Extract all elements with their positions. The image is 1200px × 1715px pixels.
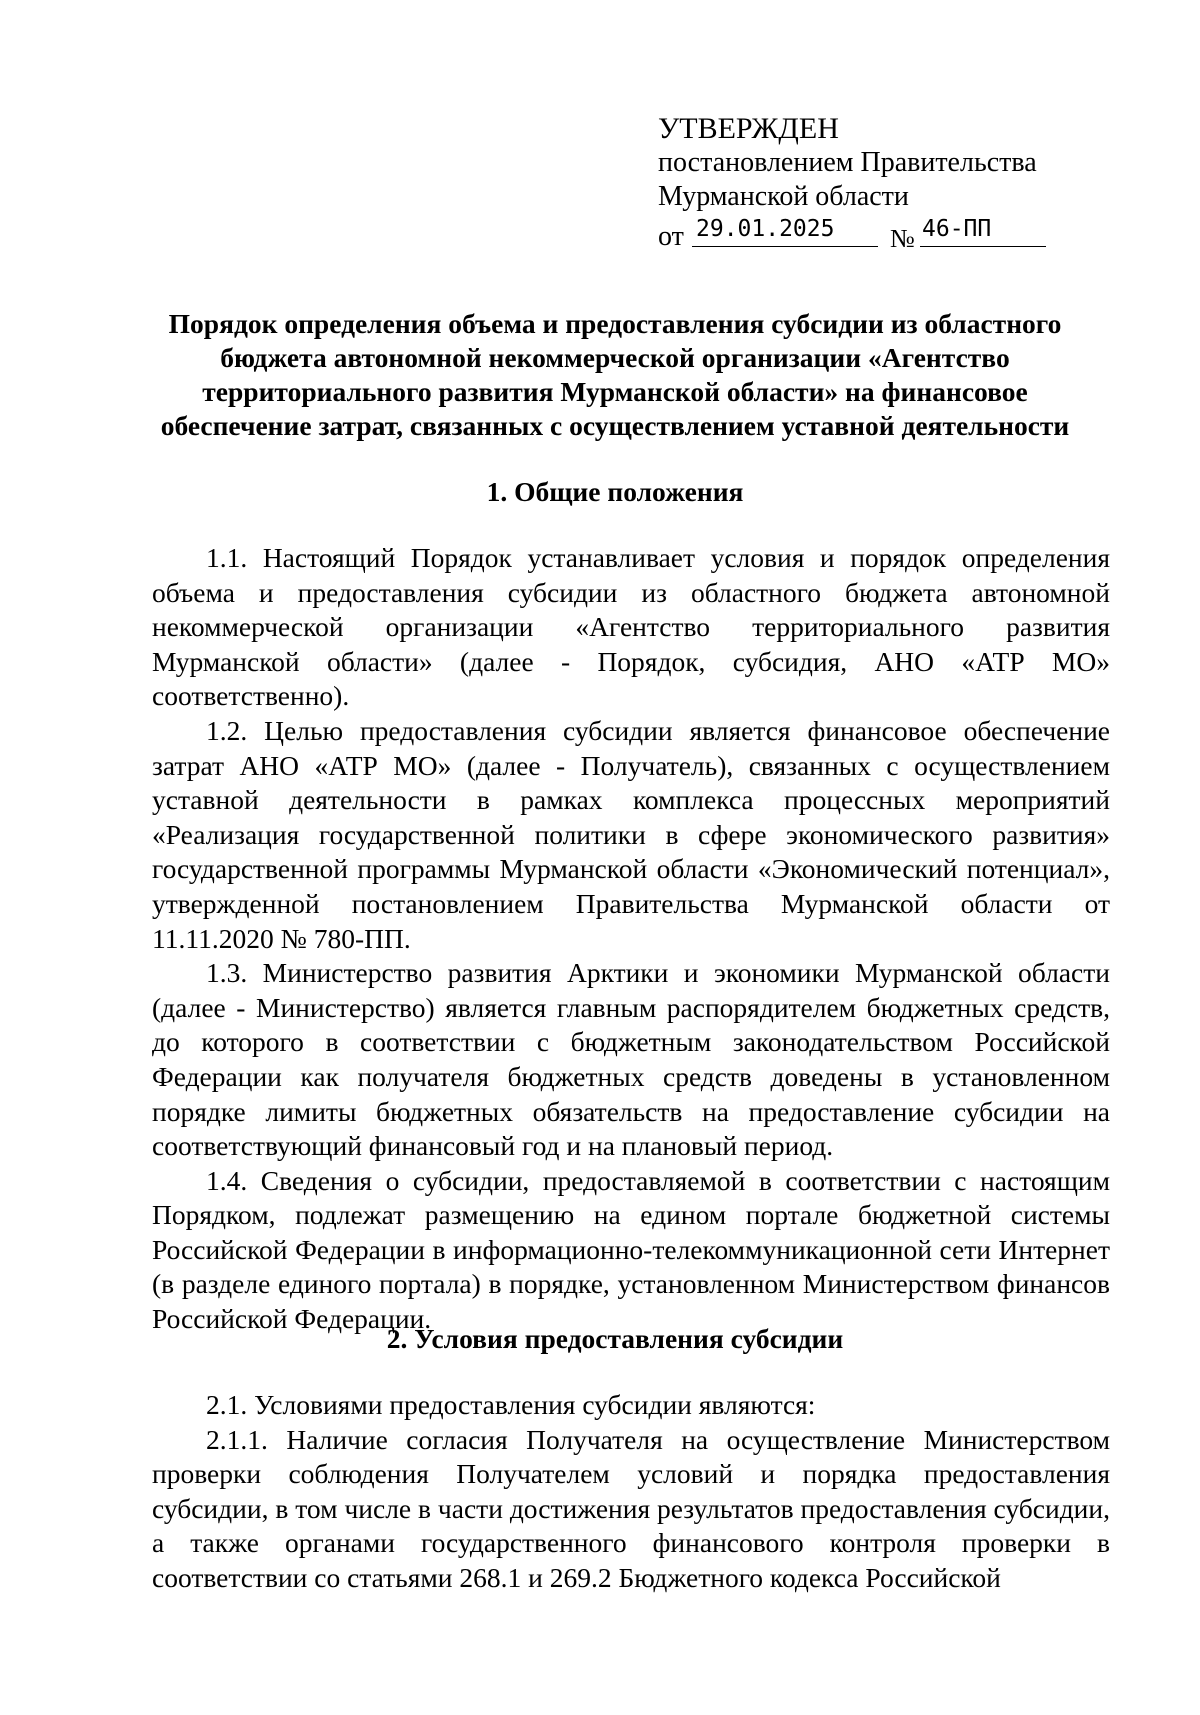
document-title xyxy=(120,307,1110,443)
paragraph-1-3: 1.3. Министерство развития Арктики и экономики Мурманской области (далее - Министерство) является главным распорядителем бюджетных средств, до которого в соответствии с бюджетным законодательством Российской Федерации как получателя бюджетных средств доведены в установленном порядке лимиты бюджетных обязательств на предоставление субсидии на соответствующий финансовый год и на плановый период. xyxy=(152,957,1110,1162)
approval-number: 46-ПП xyxy=(920,214,1046,247)
approval-date: 29.01.2025 xyxy=(692,214,878,247)
title-line-2: бюджета автономной некоммерческой организации «Агентство xyxy=(220,342,1010,373)
approval-heading: УТВЕРЖДЕН xyxy=(658,112,839,145)
paragraph-1-1: 1.1. Настоящий Порядок устанавливает условия и порядок определения объема и предоставления субсидии из областного бюджета автономной некоммерческой организации «Агентство территориального развития Мурманской области» (далее - Порядок, субсидия, АНО «АТР МО» соответственно). xyxy=(152,542,1110,712)
section-2-heading: 2. Условия предоставления субсидии xyxy=(386,1323,844,1354)
paragraph-2-1: 2.1. Условиями предоставления субсидии являются: xyxy=(206,1389,816,1420)
paragraph-1-2: 1.2. Целью предоставления субсидии является финансовое обеспечение затрат АНО «АТР МО» (далее - Получатель), связанных с осуществлением уставной деятельности в рамках комплекса процессных мероприятий «Реализация государственной политики в сфере экономического развития» государственной программы Мурманской области «Экономический потенциал», утвержденной постановлением Правительства Мурманской области от 11.11.2020 № 780-ПП. xyxy=(152,714,1110,954)
title-line-1: Порядок определения объема и предоставления субсидии из областного xyxy=(168,308,1062,339)
approval-stamp xyxy=(658,112,1078,254)
section-2-body xyxy=(152,1388,1110,1596)
title-line-4: обеспечение затрат, связанных с осуществлением уставной деятельности xyxy=(160,410,1070,441)
approval-line-1: постановлением Правительства xyxy=(658,147,1037,178)
section-1-body xyxy=(152,541,1110,1337)
number-prefix: № xyxy=(890,224,915,253)
approval-date-line xyxy=(658,214,1078,254)
paragraph-2-1-1: 2.1.1. Наличие согласия Получателя на осуществление Министерством проверки соблюдения Получателем условий и порядка предоставления субсидии, в том числе в части достижения результатов предоставления субсидии, а также органами государственного финансового контроля проверки в соответствии со статьями 268.1 и 269.2 Бюджетного кодекса Российской xyxy=(152,1423,1110,1593)
paragraph-1-4: 1.4. Сведения о субсидии, предоставляемой в соответствии с настоящим Порядком, подлежат размещению на едином портале бюджетной системы Российской Федерации в информационно-телекоммуникационной сети Интернет (в разделе единого портала) в порядке, установленном Министерством финансов Российской Федерации. xyxy=(152,1164,1110,1335)
section-1-heading: 1. Общие положения xyxy=(486,476,744,507)
approval-line-2: Мурманской области xyxy=(658,181,909,212)
title-line-3: территориального развития Мурманской области» на финансовое xyxy=(202,376,1028,407)
date-prefix: от xyxy=(658,221,684,252)
